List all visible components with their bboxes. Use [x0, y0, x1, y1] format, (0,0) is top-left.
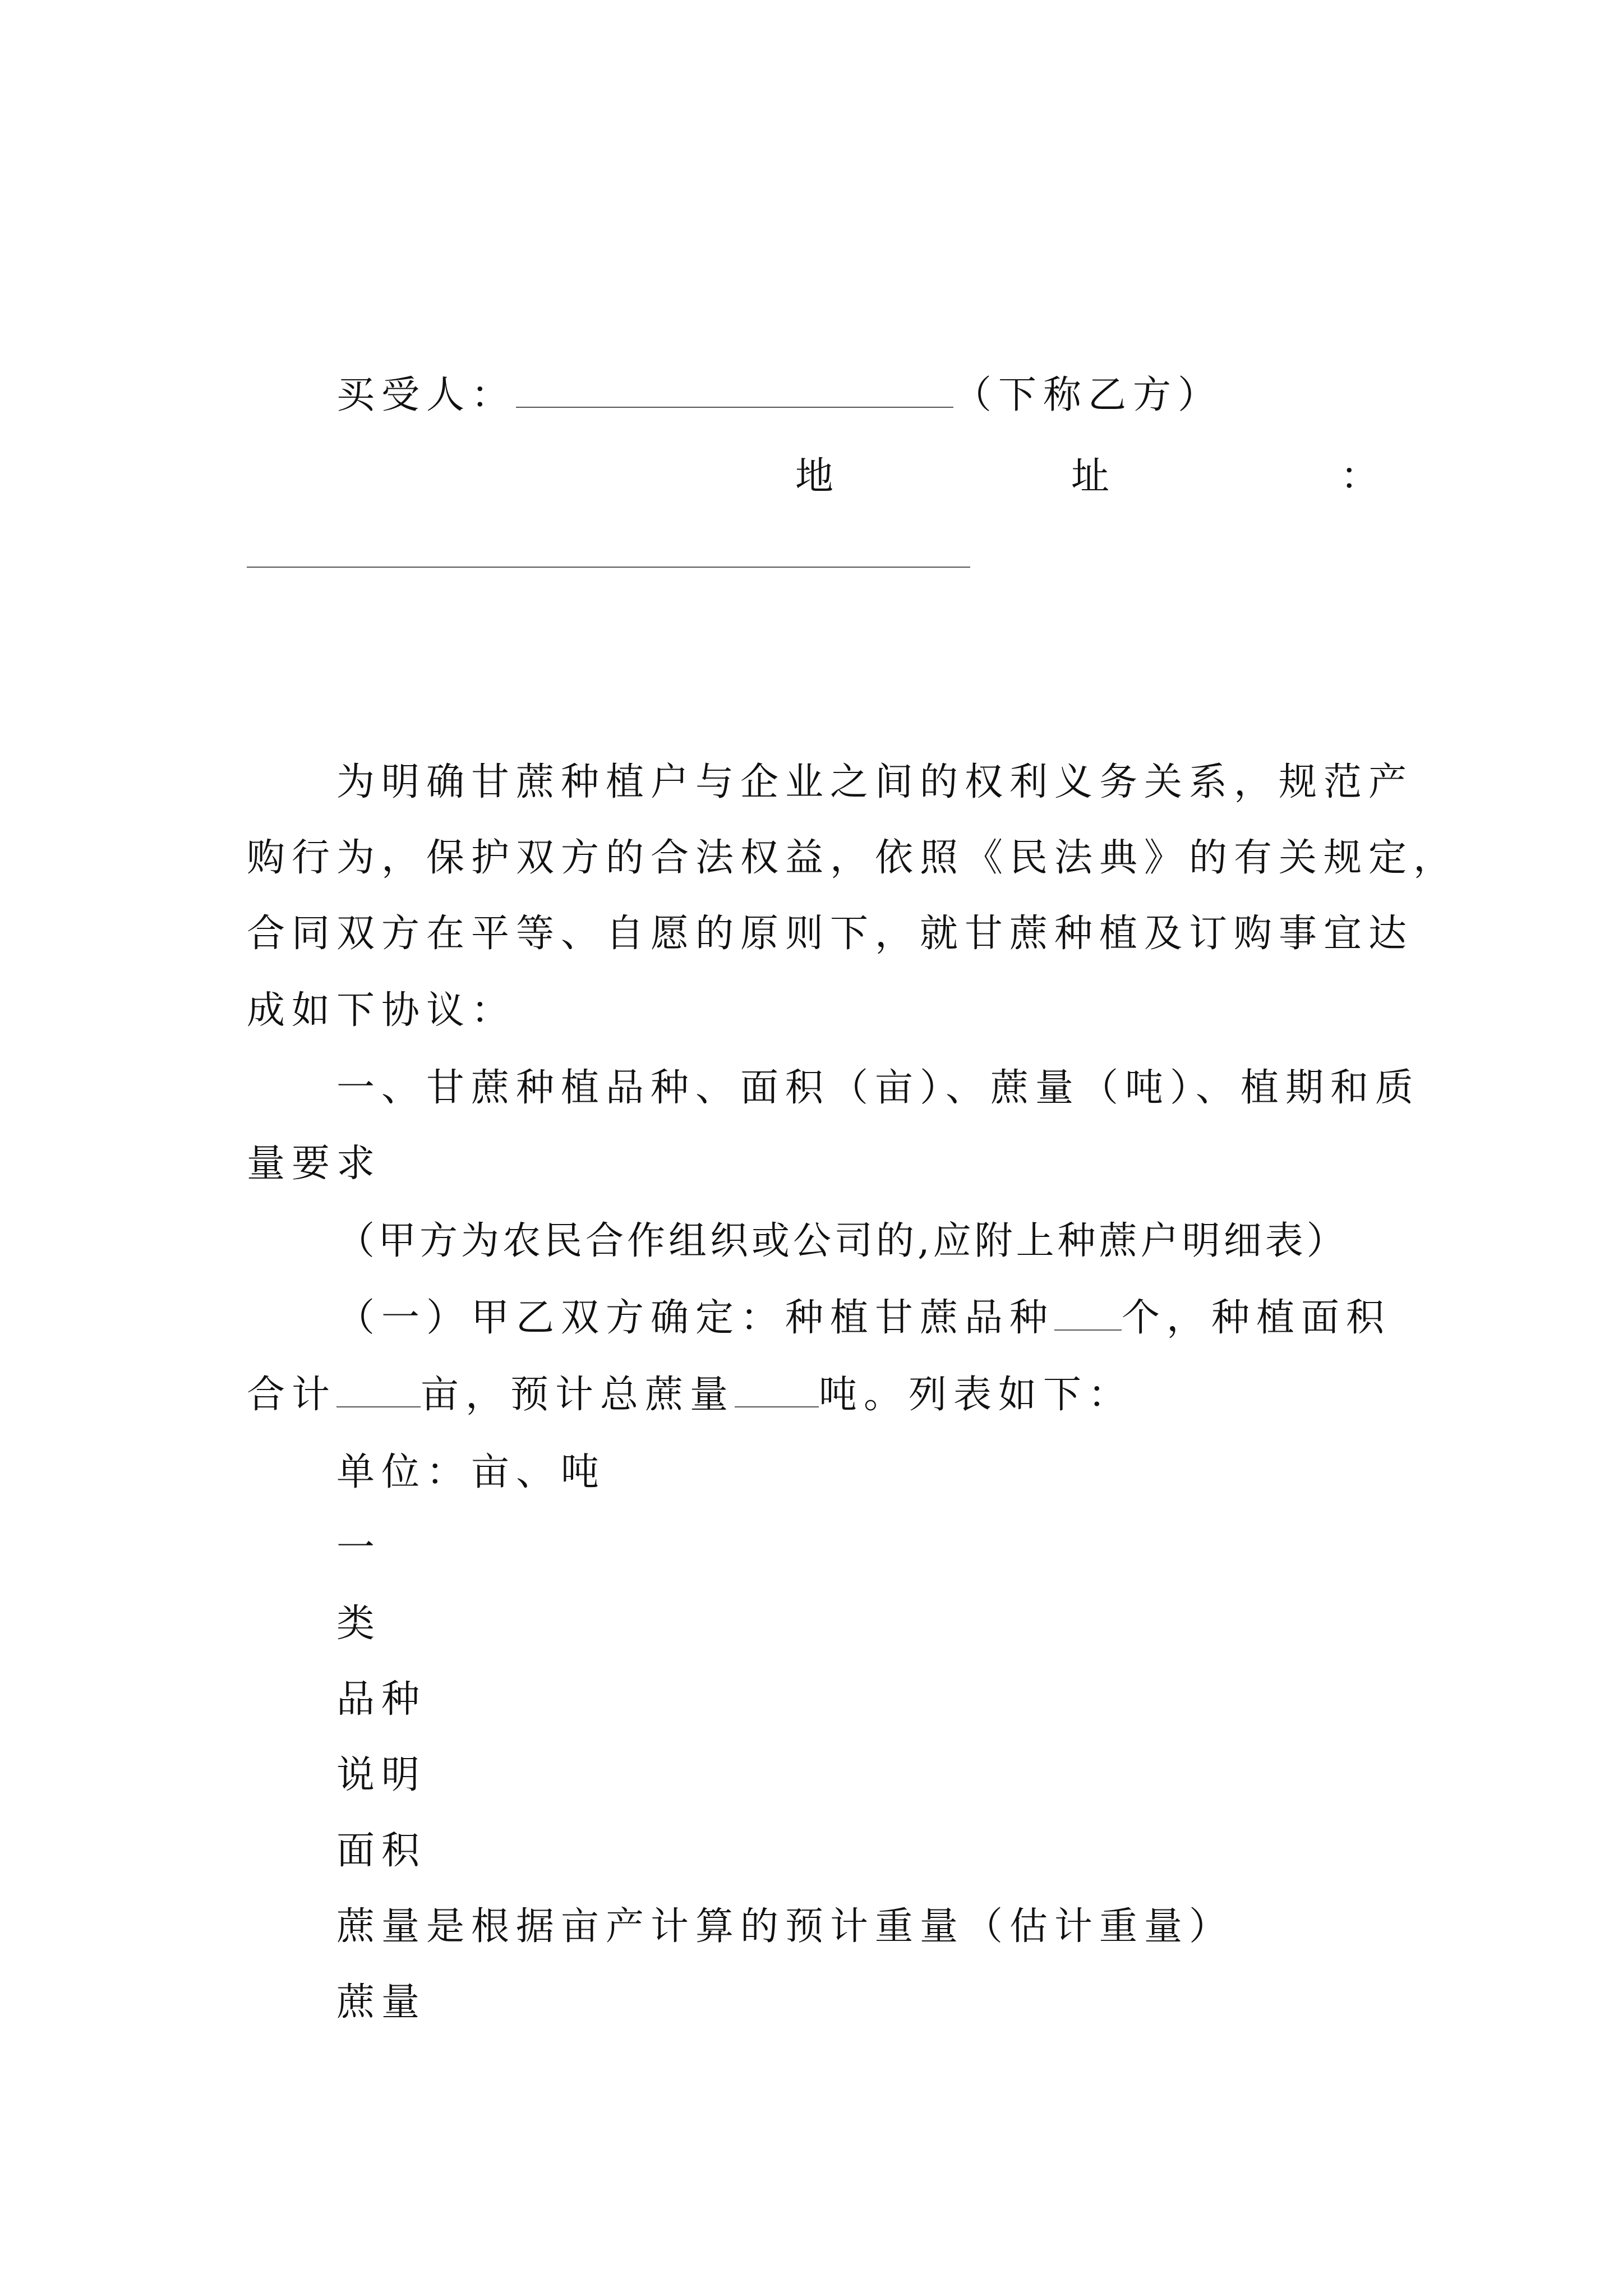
table-cell-5: 面积 — [336, 1829, 427, 1873]
table-cell-7: 蔗量 — [336, 1980, 427, 2024]
variety-count-blank — [1054, 1296, 1122, 1331]
item-1-text-e: 吨。列表如下： — [819, 1373, 1133, 1417]
intro-line-3: 合同双方在平等、自愿的原则下，就甘蔗种植及订购事宜达 — [247, 912, 1414, 956]
buyer-name-blank — [516, 373, 953, 408]
cane-total-blank — [735, 1373, 819, 1407]
intro-line-4: 成如下协议： — [247, 988, 517, 1033]
address-blank — [247, 567, 970, 568]
table-cell-3: 品种 — [336, 1677, 427, 1722]
buyer-line — [336, 367, 1223, 424]
address-char-2: 址 — [1071, 454, 1110, 499]
section-1-heading-line-1: 一、甘蔗种植品种、面积（亩）、蔗量（吨）、植期和质 — [336, 1066, 1421, 1110]
area-total-blank — [336, 1373, 421, 1407]
address-char-1: 地 — [795, 454, 834, 499]
table-cell-2: 类 — [336, 1602, 382, 1646]
section-1-heading-line-2: 量要求 — [247, 1142, 382, 1186]
section-1-note: （甲方为农民合作组织或公司的,应附上种蔗户明细表） — [336, 1219, 1348, 1263]
item-1-line-1 — [336, 1290, 1391, 1346]
buyer-label: 买受人： — [336, 373, 517, 417]
table-cell-1: 一 — [336, 1526, 382, 1570]
buyer-suffix: （下称乙方） — [953, 373, 1223, 417]
item-1-text-c: 合计 — [247, 1373, 337, 1417]
item-1-text-a: （一）甲乙双方确定：种植甘蔗品种 — [336, 1296, 1055, 1340]
intro-line-2: 购行为，保护双方的合法权益，依照《民法典》的有关规定， — [247, 836, 1459, 880]
table-cell-4: 说明 — [336, 1753, 427, 1797]
address-colon: ： — [1340, 454, 1379, 499]
item-1-line-2 — [247, 1367, 1133, 1423]
unit-label: 单位：亩、吨 — [336, 1450, 606, 1494]
item-1-text-b: 个，种植面积 — [1122, 1296, 1391, 1340]
table-cell-6: 蔗量是根据亩产计算的预计重量（估计重量） — [336, 1904, 1234, 1949]
intro-line-1: 为明确甘蔗种植户与企业之间的权利义务关系，规范产 — [336, 760, 1414, 804]
item-1-text-d: 亩，预计总蔗量 — [421, 1373, 735, 1417]
